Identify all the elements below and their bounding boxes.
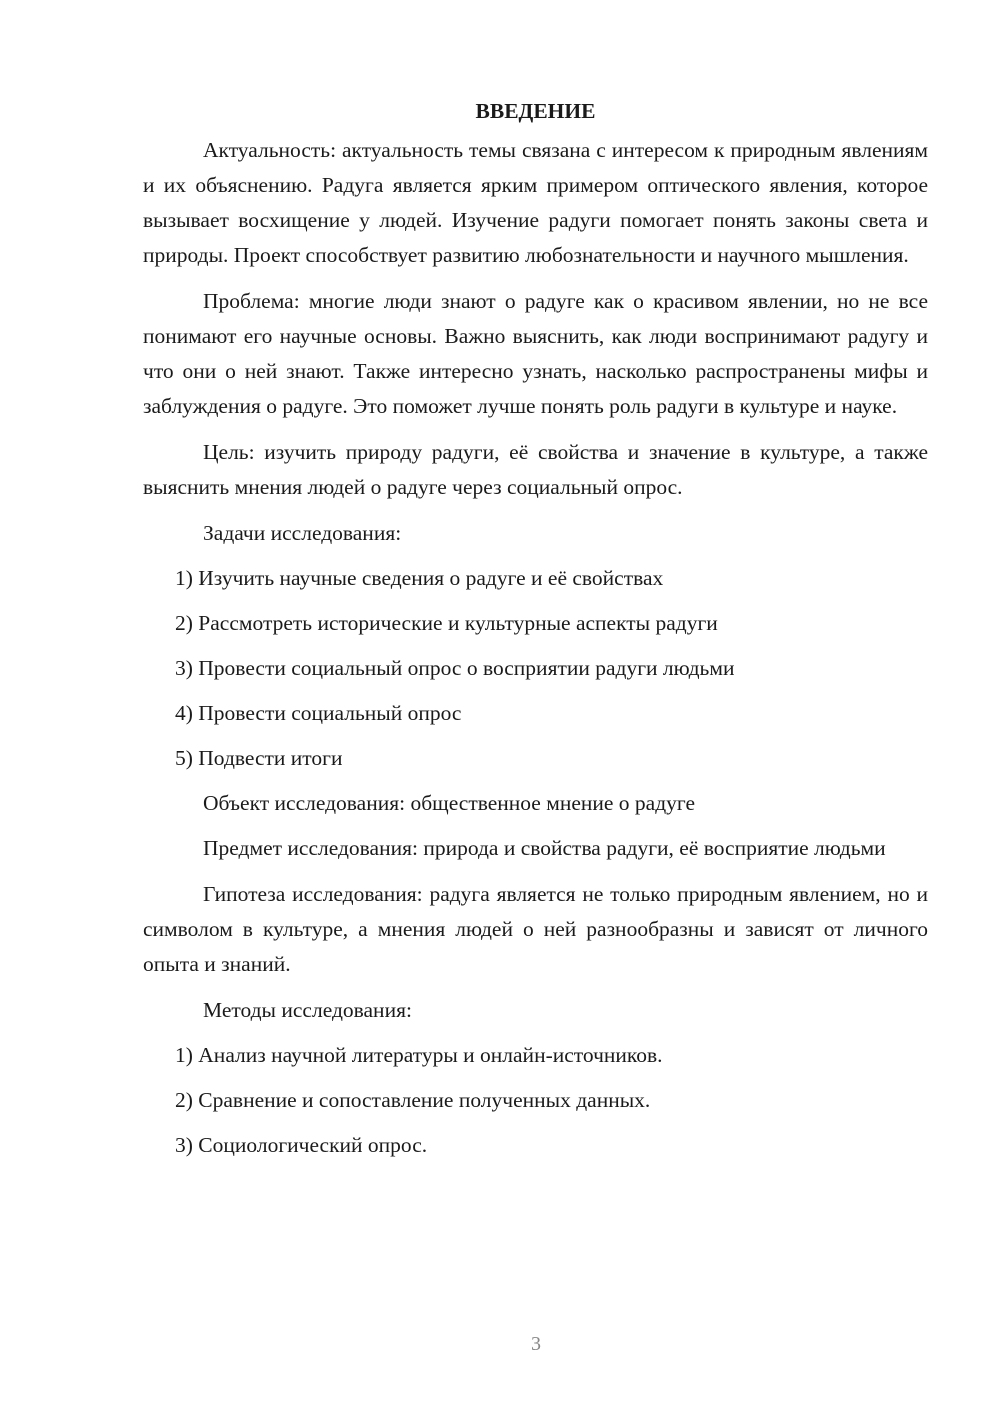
list-item: 3) Социологический опрос. xyxy=(175,1133,428,1157)
list-item: 1) Анализ научной литературы и онлайн-источников. xyxy=(175,1043,663,1067)
object-paragraph: Объект исследования: общественное мнение о радуге xyxy=(203,791,695,815)
tasks-list xyxy=(143,561,928,776)
relevance-paragraph: Актуальность: актуальность темы связана с интересом к природным явлениям и их объяснению. Радуга является ярким примером оптического явления, которое вызывает восхищение у людей. Изучение радуги помогает понять законы света и природы. Проект способствует развитию любознательности и научного мышления. xyxy=(143,138,928,267)
list-item: 2) Рассмотреть исторические и культурные аспекты радуги xyxy=(175,611,718,635)
hypothesis-paragraph: Гипотеза исследования: радуга является не только природным явлением, но и символом в культуре, а мнения людей о ней разнообразны и зависят от личного опыта и знаний. xyxy=(143,882,928,976)
problem-paragraph: Проблема: многие люди знают о радуге как о красивом явлении, но не все понимают его научные основы. Важно выяснить, как люди воспринимают радугу и что они о ней знают. Также интересно узнать, насколько распространены мифы и заблуждения о радуге. Это поможет лучше понять роль радуги в культуре и науке. xyxy=(143,289,928,418)
list-item: 5) Подвести итоги xyxy=(175,746,343,770)
methods-heading: Методы исследования: xyxy=(203,998,412,1022)
methods-list xyxy=(143,1038,928,1163)
list-item: 4) Провести социальный опрос xyxy=(175,701,462,725)
list-item: 1) Изучить научные сведения о радуге и её свойствах xyxy=(175,566,664,590)
goal-paragraph: Цель: изучить природу радуги, её свойства и значение в культуре, а также выяснить мнения людей о радуге через социальный опрос. xyxy=(143,440,928,499)
list-item: 2) Сравнение и сопоставление полученных данных. xyxy=(175,1088,651,1112)
subject-paragraph: Предмет исследования: природа и свойства радуги, её восприятие людьми xyxy=(203,836,886,860)
document-page xyxy=(143,95,928,1173)
tasks-heading: Задачи исследования: xyxy=(203,521,402,545)
page-number: 3 xyxy=(531,1333,541,1355)
page-title: ВВЕДЕНИЕ xyxy=(475,99,596,123)
list-item: 3) Провести социальный опрос о восприятии радуги людьми xyxy=(175,656,735,680)
